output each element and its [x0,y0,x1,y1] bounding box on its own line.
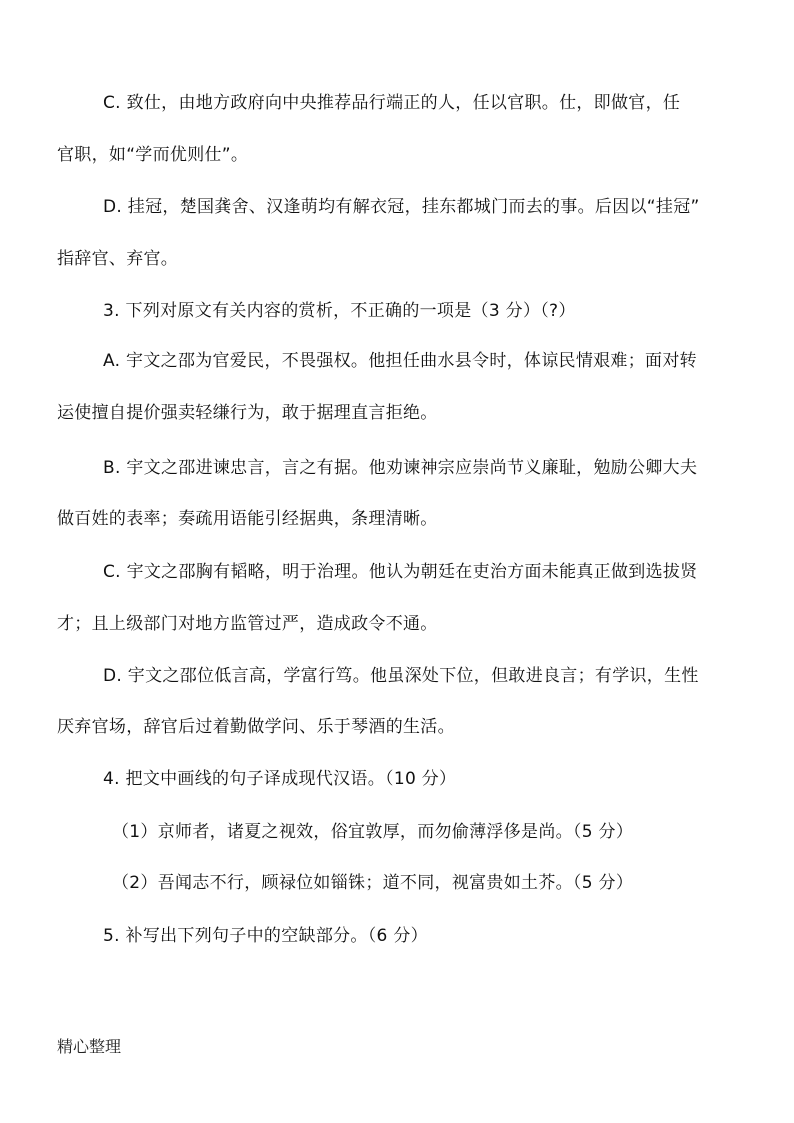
option-d-line-2: 指辞官、弃官。 [57,249,179,269]
q3-option-c-line-1: C. 宇文之邵胸有韬略，明于治理。他认为朝廷在吏治方面未能真正做到选拔贤 [103,562,698,582]
question-3: 3. 下列对原文有关内容的赏析，不正确的一项是（3 分）（?） [103,301,576,321]
question-4: 4. 把文中画线的句子译成现代汉语。（10 分） [103,769,457,789]
page-footer: 精心整理 [57,1037,122,1056]
q3-option-c-line-2: 才；且上级部门对地方监管过严，造成政令不通。 [57,614,438,634]
q3-option-a-line-2: 运使擅自提价强卖轻缣行为，敢于据理直言拒绝。 [57,403,438,423]
option-c-line-1: C. 致仕，由地方政府向中央推荐品行端正的人，任以官职。仕，即做官，任 [103,93,681,113]
q3-option-d-line-1: D. 宇文之邵位低言高，学富行笃。他虽深处下位，但敢进良言；有学识，生性 [103,666,699,686]
question-5: 5. 补写出下列句子中的空缺部分。（6 分） [103,926,428,946]
q3-option-b-line-1: B. 宇文之邵进谏忠言，言之有据。他劝谏神宗应崇尚节义廉耻，勉励公卿大夫 [103,458,698,478]
q3-option-b-line-2: 做百姓的表率；奏疏用语能引经据典，条理清晰。 [57,509,438,529]
q4-sentence-1: （1）京师者，诸夏之视效，俗宜敦厚，而勿偷薄浮侈是尚。（5 分） [112,822,634,842]
option-c-line-2: 官职，如“学而优则仕”。 [57,145,249,165]
option-d-line-1: D. 挂冠，楚国龚舍、汉逢萌均有解衣冠，挂东都城门而去的事。后因以“挂冠” [103,197,700,217]
q4-sentence-2: （2）吾闻志不行，顾禄位如锱铢；道不同，视富贵如土芥。（5 分） [112,873,634,893]
q3-option-d-line-2: 厌弃官场，辞官后过着勤做学问、乐于琴酒的生活。 [57,717,455,737]
q3-option-a-line-1: A. 宇文之邵为官爱民，不畏强权。他担任曲水县令时，体谅民情艰难；面对转 [103,351,697,371]
